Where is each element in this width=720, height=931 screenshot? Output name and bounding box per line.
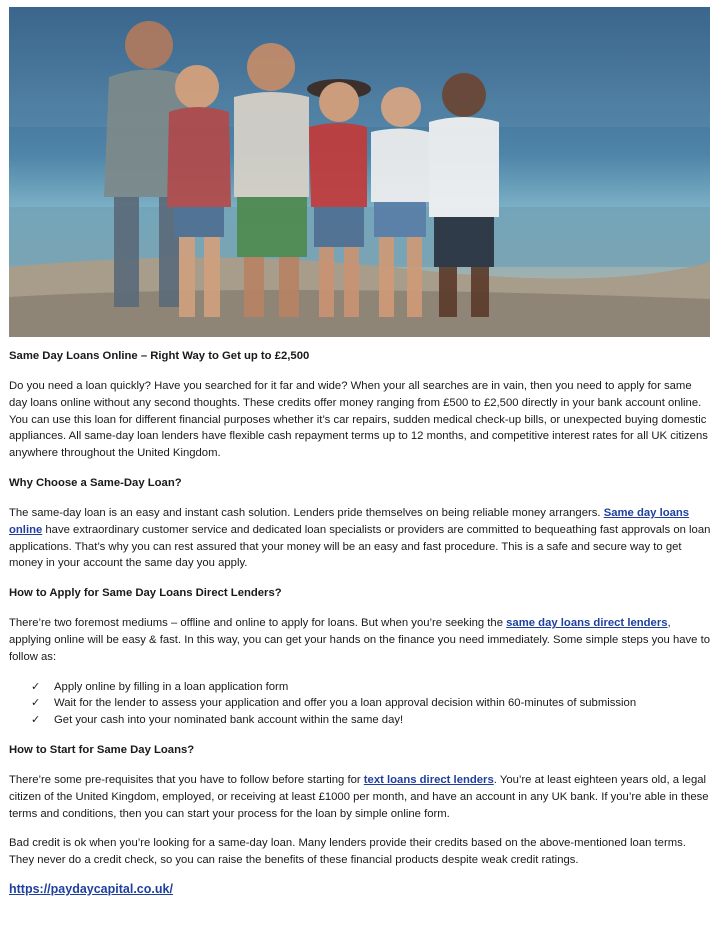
paragraph-text: have extraordinary customer service and dedicated loan specialists or providers are committed to bequeathing fast approvals on loan applications. That’s why you can rest assured that your money will be an easy and fast procedure. This is a safe and secure way to get money in your account the same day you apply. xyxy=(9,523,711,570)
article-body xyxy=(9,348,711,896)
step-text: Apply online by filling in a loan application form xyxy=(54,680,289,693)
step-text: Wait for the lender to assess your application and offer you a loan approval decision within 60-minutes of submission xyxy=(54,697,637,710)
paragraph-text: There’re some pre-requisites that you have to follow before starting for xyxy=(9,773,364,786)
link-text-loans[interactable]: text loans direct lenders xyxy=(363,773,494,786)
paragraph-text: , applying online will be easy & fast. In this way, you can get your hands on the finance you need immediately. Some simple steps you have to follow as: xyxy=(9,617,711,663)
link-same-day-loans-online[interactable]: Same day loans online xyxy=(9,506,690,536)
list-item xyxy=(31,695,711,712)
section-paragraph-apply xyxy=(9,615,711,665)
steps-list xyxy=(9,679,711,729)
article-title: Same Day Loans Online – Right Way to Get up to £2,500 xyxy=(9,350,310,362)
checkmark-icon: ✓ xyxy=(31,680,41,693)
paragraph-text: There’re two foremost mediums – offline and online to apply for loans. But when you’re seeking the xyxy=(9,617,507,630)
list-item xyxy=(31,712,711,729)
footer-url-link[interactable]: https://paydaycapital.co.uk/ xyxy=(9,881,173,896)
section-heading-apply: How to Apply for Same Day Loans Direct Lenders? xyxy=(9,587,282,600)
section-paragraph-bad-credit: Bad credit is ok when you’re looking for a same-day loan. Many lenders provide their credits based on the above-mentioned loan terms. They never do a credit check, so you can raise the benefits of these financial products despite weak credit ratings. xyxy=(9,837,686,867)
step-text: Get your cash into your nominated bank account within the same day! xyxy=(54,714,404,727)
list-item xyxy=(31,679,711,696)
paragraph-text: The same-day loan is an easy and instant cash solution. Lenders pride themselves on being reliable money arrangers. xyxy=(9,506,604,519)
section-heading-why: Why Choose a Same-Day Loan? xyxy=(9,476,182,489)
checkmark-icon: ✓ xyxy=(31,714,41,727)
intro-paragraph: Do you need a loan quickly? Have you searched for it far and wide? When your all searches are in vain, then you need to apply for same day loans online without any second thoughts. These credits offer money ranging from £500 to £2,500 directly in your bank account online. You can use this loan for different financial purposes whether it’s car repairs, sudden medical check-up bills, or unexpected buying domestic appliances. All same-day loan lenders have flexible cash repayment terms up to 12 months, and competitive interest rates for all UK citizens anywhere throughout the United Kingdom. xyxy=(9,380,708,460)
section-heading-start: How to Start for Same Day Loans? xyxy=(9,743,195,756)
beach-group-illustration xyxy=(9,7,710,337)
link-direct-lenders[interactable]: same day loans direct lenders xyxy=(506,617,668,630)
section-paragraph-start xyxy=(9,772,711,822)
checkmark-icon: ✓ xyxy=(31,697,41,710)
section-paragraph-why xyxy=(9,505,711,572)
hero-photo xyxy=(9,7,710,337)
paragraph-text: . You’re at least eighteen years old, a legal citizen of the United Kingdom, employed, or receiving at least £1000 per month, and have an account in any UK bank. If you’re able in these terms and conditions, then you can start your process for the loan by simple online form. xyxy=(9,773,709,820)
